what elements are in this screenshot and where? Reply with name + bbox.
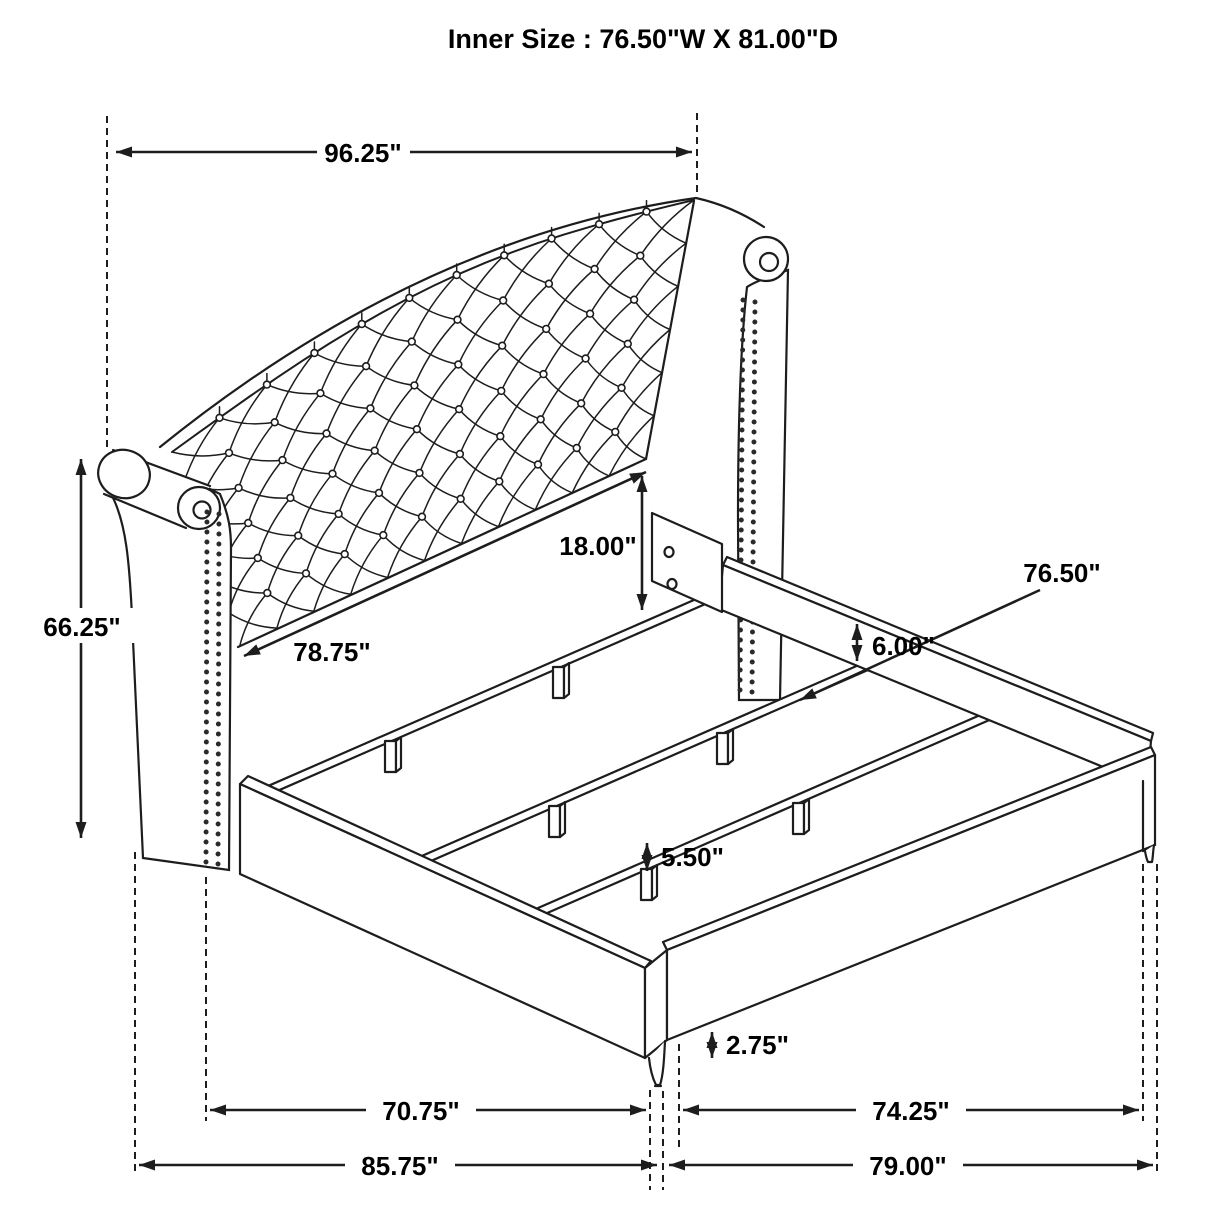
- tuft-button: [380, 532, 387, 539]
- dim-label-foot-leg-height: 2.75": [726, 1030, 789, 1060]
- right-side-rail: [719, 557, 1153, 785]
- tuft-button: [457, 495, 464, 502]
- right-wing-scroll-outer: [744, 237, 788, 281]
- tuft-button: [329, 470, 336, 477]
- tuft-line: [314, 353, 572, 493]
- dim-foot-leg-height: [712, 1030, 789, 1060]
- headboard-bracket: [652, 513, 722, 612]
- tuft-button: [419, 513, 426, 520]
- slat-leg-side: [804, 799, 809, 834]
- tuft-button: [456, 406, 463, 413]
- foot-rail-front-face: [667, 755, 1155, 1040]
- tuft-button: [264, 381, 271, 388]
- slat-leg: [385, 741, 396, 772]
- dim-label-panel-drop: 18.00": [559, 531, 637, 561]
- tuft-button: [582, 355, 589, 362]
- tuft-button: [612, 429, 619, 436]
- tuft-button: [216, 414, 223, 421]
- tuft-button: [455, 361, 462, 368]
- tuft-button: [631, 296, 638, 303]
- tuft-line: [267, 385, 535, 510]
- left-wing-body: [110, 488, 231, 870]
- dim-label-inner-width: 70.75": [382, 1096, 460, 1126]
- dim-label-inner-depth: 74.25": [872, 1096, 950, 1126]
- headboard-inner-arc: [172, 200, 694, 452]
- tuft-button: [414, 426, 421, 433]
- tuft-button: [596, 221, 603, 228]
- tuft-button: [499, 342, 506, 349]
- dim-label-outer-width: 85.75": [361, 1151, 439, 1181]
- dim-inner-depth: [683, 1092, 1139, 1126]
- tuft-line: [462, 243, 687, 543]
- slat-leg-side: [560, 802, 565, 837]
- tuft-button: [500, 297, 507, 304]
- tuft-button: [317, 390, 324, 397]
- tuft-button: [335, 511, 342, 518]
- headboard-outer-arc: [160, 198, 696, 447]
- dim-label-overall-width: 96.25": [324, 138, 402, 168]
- diagram-title: Inner Size : 76.50"W X 81.00"D: [447, 24, 839, 54]
- tuft-button: [271, 419, 278, 426]
- tuft-line: [504, 255, 662, 372]
- tuft-button: [578, 400, 585, 407]
- tufting-pattern: [172, 200, 694, 645]
- tuft-button: [496, 478, 503, 485]
- corner-face: [645, 950, 667, 1058]
- tuft-button: [548, 235, 555, 242]
- dim-label-rail-height: 6.00": [872, 631, 935, 661]
- slat-leg: [717, 733, 728, 764]
- tuft-button: [323, 430, 330, 437]
- dim-panel-drop: [559, 476, 642, 610]
- headboard-right-roll-line: [696, 198, 764, 227]
- slat-leg: [549, 806, 560, 837]
- dim-label-slat-leg-height: 5.50": [661, 842, 724, 872]
- dim-label-slat-length: 76.50": [1023, 558, 1101, 588]
- tuft-button: [367, 405, 374, 412]
- dim-inner-width: [210, 1092, 646, 1126]
- tuft-button: [457, 451, 464, 458]
- tuft-button: [535, 461, 542, 468]
- slat-leg-side: [396, 737, 401, 772]
- tuft-button: [408, 338, 415, 345]
- tuft-button: [573, 445, 580, 452]
- tuft-line: [277, 255, 504, 628]
- slat-leg: [553, 667, 564, 698]
- dim-label-headboard-width: 78.75": [293, 637, 371, 667]
- slat-leg-side: [652, 865, 657, 900]
- tuft-button: [411, 382, 418, 389]
- tuft-button: [226, 450, 233, 457]
- tuft-button: [587, 310, 594, 317]
- tuft-button: [245, 520, 252, 527]
- tuft-button: [311, 350, 318, 357]
- tuft-button: [279, 457, 286, 464]
- tuft-button: [363, 363, 370, 370]
- tuft-button: [591, 266, 598, 273]
- tuft-button: [637, 252, 644, 259]
- slat-leg-side: [564, 663, 569, 698]
- dim-label-outer-depth: 79.00": [869, 1151, 947, 1181]
- tuft-line: [229, 298, 410, 613]
- tuft-button: [543, 326, 550, 333]
- tuft-button: [264, 590, 271, 597]
- tuft-line: [609, 416, 654, 476]
- tuft-button: [341, 551, 348, 558]
- tuft-button: [624, 340, 631, 347]
- tuft-button: [540, 371, 547, 378]
- slat-leg: [641, 869, 652, 900]
- tuft-button: [295, 532, 302, 539]
- tuft-line: [229, 613, 277, 628]
- tuft-button: [618, 384, 625, 391]
- tuft-button: [254, 555, 261, 562]
- tuft-button: [501, 252, 508, 259]
- tuft-line: [314, 239, 552, 612]
- right-wing-body: [738, 270, 788, 700]
- dim-label-overall-height: 66.25": [43, 612, 121, 642]
- left-side-rail: [240, 776, 651, 1058]
- tuft-button: [358, 321, 365, 328]
- tuft-button: [546, 280, 553, 287]
- tuft-button: [454, 316, 461, 323]
- tuft-button: [406, 295, 413, 302]
- right-rail-front-face: [719, 565, 1151, 785]
- left-wing-scroll-outer: [178, 487, 220, 529]
- tuft-button: [416, 470, 423, 477]
- tuft-button: [453, 272, 460, 279]
- footboard-rail: [663, 747, 1155, 1040]
- tuft-button: [497, 433, 504, 440]
- dim-outer-depth: [669, 1147, 1153, 1181]
- left-wing-post: [92, 443, 231, 870]
- tuft-button: [376, 490, 383, 497]
- tuft-line: [498, 286, 678, 526]
- left-rail-front-face: [240, 784, 645, 1058]
- tuft-button: [303, 570, 310, 577]
- slat-2: [408, 661, 868, 871]
- slat-leg-side: [728, 729, 733, 764]
- tuft-button: [643, 208, 650, 215]
- dim-outer-width: [139, 1147, 657, 1181]
- dim-overall-width: [116, 134, 692, 168]
- tuft-button: [371, 447, 378, 454]
- tuft-button: [498, 388, 505, 395]
- tuft-button: [235, 485, 242, 492]
- tuft-button: [537, 416, 544, 423]
- bracket-plate: [652, 513, 722, 612]
- slat-leg: [793, 803, 804, 834]
- dim-headboard-width: [244, 472, 646, 667]
- tuft-button: [287, 495, 294, 502]
- tuft-line: [240, 275, 457, 645]
- front-corner-post: [645, 950, 667, 1086]
